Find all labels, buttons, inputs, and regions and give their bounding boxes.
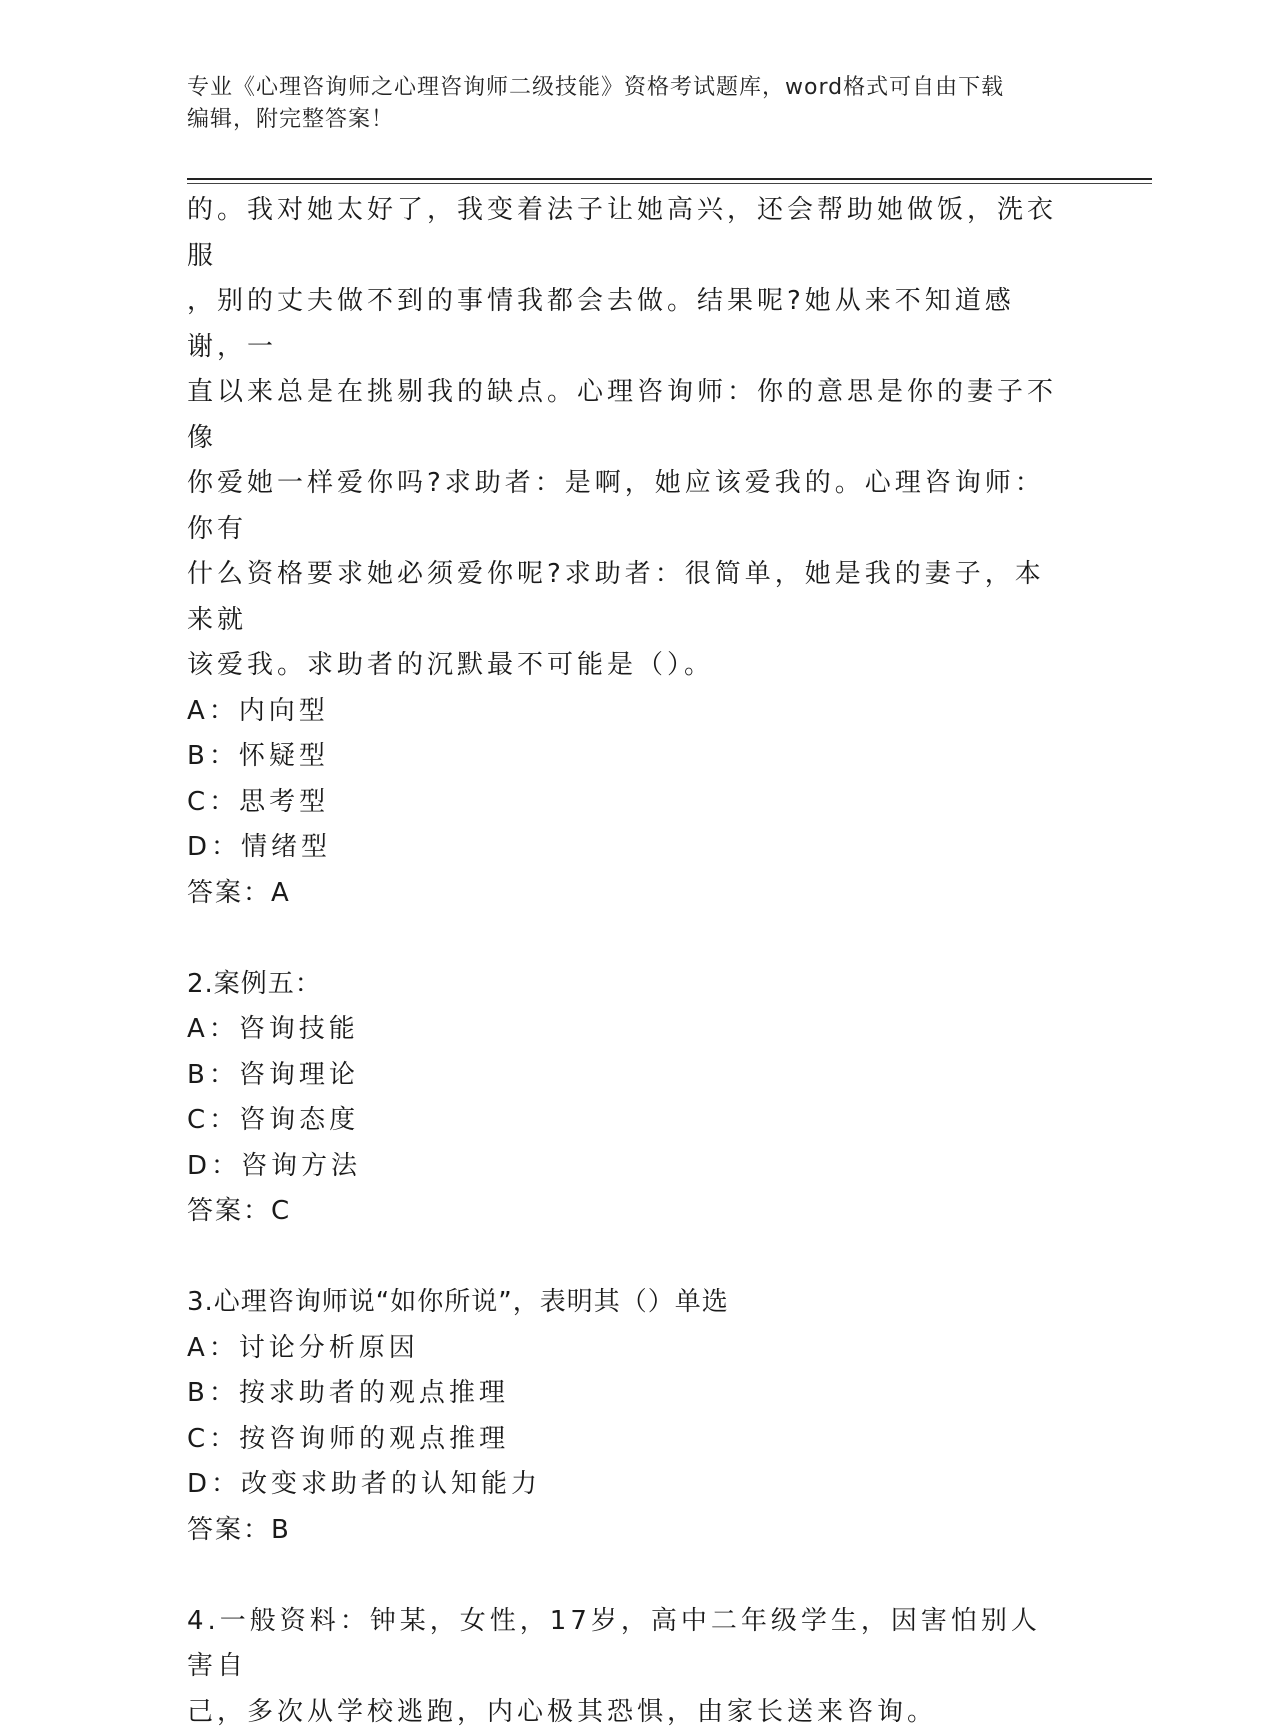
question-3-option-a: A：讨论分析原因 [187, 1326, 1067, 1372]
question-2 [187, 962, 1067, 1235]
question-2-answer: 答案：C [187, 1189, 1067, 1235]
question-1-option-a: A：内向型 [187, 689, 1067, 735]
question-1-option-d: D：情绪型 [187, 825, 1067, 871]
question-3-option-d: D：改变求助者的认知能力 [187, 1462, 1067, 1508]
question-2-option-c: C：咨询态度 [187, 1098, 1067, 1144]
question-2-option-a: A：咨询技能 [187, 1007, 1067, 1053]
question-content [187, 188, 1067, 1735]
document-header [187, 72, 1067, 136]
question-2-option-d: D：咨询方法 [187, 1144, 1067, 1190]
spacer [187, 916, 1067, 962]
question-1-text-line: 该爱我。求助者的沉默最不可能是（）。 [187, 643, 1067, 689]
question-1-answer: 答案：A [187, 871, 1067, 917]
spacer [187, 1553, 1067, 1599]
question-3 [187, 1280, 1067, 1553]
question-1-text-line: 的。我对她太好了，我变着法子让她高兴，还会帮助她做饭，洗衣服 [187, 188, 1067, 279]
spacer [187, 1235, 1067, 1281]
question-4 [187, 1599, 1067, 1735]
question-4-text-line: 4.一般资料：钟某，女性，17岁，高中二年级学生，因害怕别人害自 [187, 1599, 1067, 1690]
question-1-text-line: 你爱她一样爱你吗?求助者：是啊，她应该爱我的。心理咨询师：你有 [187, 461, 1067, 552]
question-2-title: 2.案例五： [187, 962, 1067, 1008]
question-1-option-b: B：怀疑型 [187, 734, 1067, 780]
question-1-text-line: 什么资格要求她必须爱你呢?求助者：很简单，她是我的妻子，本来就 [187, 552, 1067, 643]
question-1-option-c: C：思考型 [187, 780, 1067, 826]
question-3-option-b: B：按求助者的观点推理 [187, 1371, 1067, 1417]
question-1-text-line: 直以来总是在挑剔我的缺点。心理咨询师：你的意思是你的妻子不像 [187, 370, 1067, 461]
header-divider-thick [187, 178, 1152, 180]
question-2-option-b: B：咨询理论 [187, 1053, 1067, 1099]
header-divider-thin [187, 183, 1152, 184]
header-line-1: 专业《心理咨询师之心理咨询师二级技能》资格考试题库，word格式可自由下载 [187, 72, 1067, 104]
header-line-2: 编辑，附完整答案！ [187, 104, 1067, 136]
question-1-text-line: ，别的丈夫做不到的事情我都会去做。结果呢?她从来不知道感谢，一 [187, 279, 1067, 370]
question-4-text-line: 己，多次从学校逃跑，内心极其恐惧，由家长送来咨询。 [187, 1690, 1067, 1735]
question-3-answer: 答案：B [187, 1508, 1067, 1554]
question-3-title: 3.心理咨询师说“如你所说”，表明其（）单选 [187, 1280, 1067, 1326]
question-3-option-c: C：按咨询师的观点推理 [187, 1417, 1067, 1463]
question-1 [187, 188, 1067, 916]
